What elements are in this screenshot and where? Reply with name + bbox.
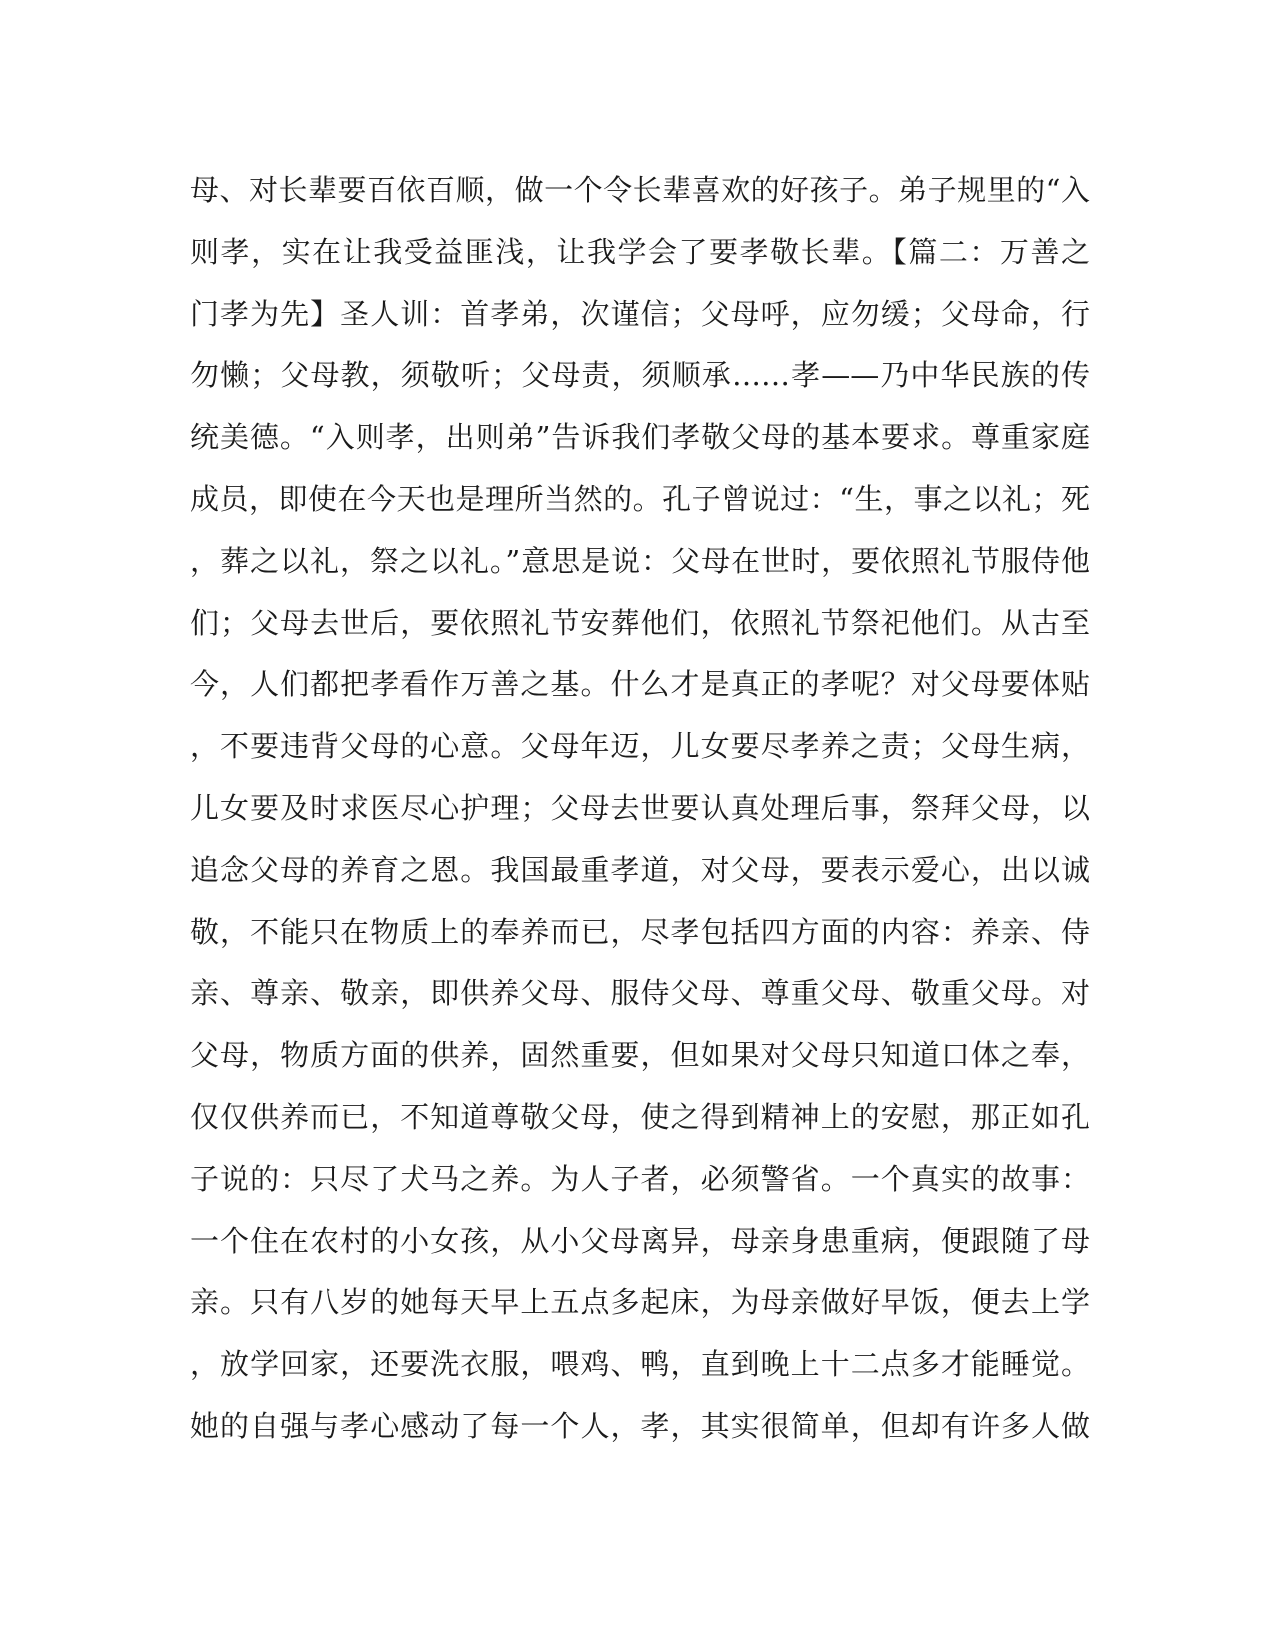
text-line: 亲。只有八岁的她每天早上五点多起床，为母亲做好早饭，便去上学 bbox=[190, 1285, 1090, 1320]
text-line: 敬，不能只在物质上的奉养而已，尽孝包括四方面的内容：养亲、侍 bbox=[190, 914, 1090, 949]
text-line: 父母，物质方面的供养，固然重要，但如果对父母只知道口体之奉， bbox=[190, 1038, 1090, 1073]
text-line: 成员，即使在今天也是理所当然的。孔子曾说过：“生，事之以礼；死 bbox=[190, 481, 1090, 516]
text-line: 儿女要及时求医尽心护理；父母去世要认真处理后事，祭拜父母，以 bbox=[190, 790, 1090, 825]
text-line: 一个住在农村的小女孩，从小父母离异，母亲身患重病，便跟随了母 bbox=[190, 1223, 1090, 1258]
text-line: 门孝为先】圣人训：首孝弟，次谨信；父母呼，应勿缓；父母命，行 bbox=[190, 296, 1090, 331]
text-line: 们；父母去世后，要依照礼节安葬他们，依照礼节祭祀他们。从古至 bbox=[190, 605, 1090, 640]
body-text bbox=[190, 160, 1090, 1458]
text-line: 仅仅供养而已，不知道尊敬父母，使之得到精神上的安慰，那正如孔 bbox=[190, 1099, 1090, 1134]
text-line: 统美德。“入则孝，出则弟”告诉我们孝敬父母的基本要求。尊重家庭 bbox=[190, 420, 1090, 455]
text-line: 亲、尊亲、敬亲，即供养父母、服侍父母、尊重父母、敬重父母。对 bbox=[190, 976, 1090, 1011]
text-line: 子说的：只尽了犬马之养。为人子者，必须警省。一个真实的故事： bbox=[190, 1161, 1090, 1196]
text-line: 则孝，实在让我受益匪浅，让我学会了要孝敬长辈。【篇二：万善之 bbox=[190, 234, 1090, 269]
text-line: 勿懒；父母教，须敬听；父母责，须顺承……孝——乃中华民族的传 bbox=[190, 358, 1090, 393]
text-line: 追念父母的养育之恩。我国最重孝道，对父母，要表示爱心，出以诚 bbox=[190, 852, 1090, 887]
text-line: ，放学回家，还要洗衣服，喂鸡、鸭，直到晚上十二点多才能睡觉。 bbox=[190, 1347, 1090, 1382]
text-line: 她的自强与孝心感动了每一个人，孝，其实很简单，但却有许多人做 bbox=[190, 1408, 1090, 1443]
text-line: ，不要违背父母的心意。父母年迈，儿女要尽孝养之责；父母生病， bbox=[190, 729, 1090, 764]
text-line: 母、对长辈要百依百顺，做一个令长辈喜欢的好孩子。弟子规里的“入 bbox=[190, 173, 1090, 207]
text-line: ，葬之以礼，祭之以礼。”意思是说：父母在世时，要依照礼节服侍他 bbox=[190, 543, 1090, 578]
text-line: 今，人们都把孝看作万善之基。什么才是真正的孝呢？对父母要体贴 bbox=[190, 667, 1090, 702]
